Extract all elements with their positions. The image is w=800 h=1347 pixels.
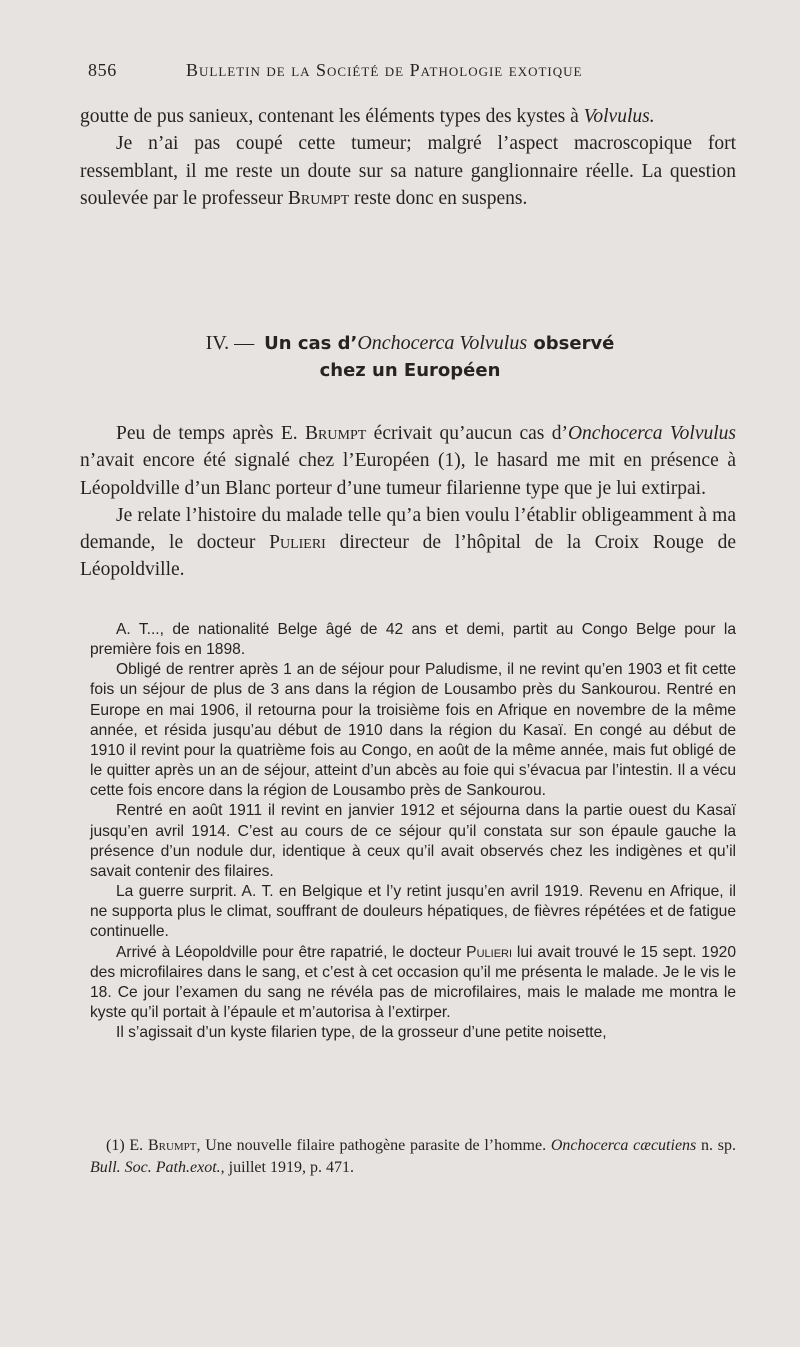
case-history <box>90 620 736 1043</box>
main-text <box>80 420 736 584</box>
case-paragraph-6: Il s’agissait d’un kyste filarien type, de la grosseur d’une petite noisette, <box>116 1024 607 1042</box>
case-paragraph-1: A. T..., de nationalité Belge âgé de 42 ans et demi, partit au Congo Belge pour la première fois en 1898. <box>90 621 736 659</box>
doctor-name: Pulieri <box>269 532 326 554</box>
author-name: Brumpt <box>305 423 367 444</box>
author-name: Brumpt <box>147 1137 197 1154</box>
case-paragraph-3: Rentré en août 1911 il revint en janvier 1912 et séjourna dans la partie ouest du Kasaï jusqu’en avril 1914. C’est au cours de ce séjour qu’il constata sur son épaule gauche la présence d’un nodule dur, identique à ceux qu’il avait observés chez les indigènes et qu’il savait contenir des filaires. <box>90 802 736 880</box>
footnote: (1) E. Brumpt, Une nouvelle filaire pathogène parasite de l’homme. Onchocerca cæcutiens n. sp. Bull. Soc. Path.exot., juillet 1919, p. 471. <box>90 1137 736 1176</box>
section-heading-line-1: IV. — Un cas d’Onchocerca Volvulus observé <box>205 332 615 354</box>
case-paragraph-4: La guerre surprit. A. T. en Belgique et l’y retint jusqu’en avril 1919. Revenu en Afrique, il ne supporta plus le climat, souffrant de douleurs hépatiques, de fièvres répétées et de fatigue continuelle. <box>90 883 736 941</box>
footnote-marker: (1) <box>106 1137 125 1154</box>
intro-paragraph-1: goutte de pus sanieux, contenant les éléments types des kystes à Volvulus. <box>80 106 655 127</box>
main-paragraph-1: Peu de temps après E. Brumpt écrivait qu’aucun cas d’Onchocerca Volvulus n’avait encore été signalé chez l’Européen (1), le hasard me mit en présence à Léopoldville d’un Blanc porteur d’une tumeur filarienne type que je lui extirpai. <box>80 423 736 499</box>
author-name: Brumpt <box>287 187 350 209</box>
case-paragraph-5: Arrivé à Léopoldville pour être rapatrié, le docteur Pulieri lui avait trouvé le 15 sept. 1920 des microfilaires dans le sang, et c’est à cet occasion qu’il me présenta le malade. Je le vis le 18. Ce jour l’examen du sang ne révéla pas de microfilaires, mais le malade me montra le kyste qu’il portait à l’épaule et m’autorisa à l’extirper. <box>90 943 736 1021</box>
case-paragraph-2: Obligé de rentrer après 1 an de séjour pour Paludisme, il ne revint qu’en 1903 et fit cette fois un séjour de plus de 3 ans dans la région de Lousambo près du Sankourou. Rentré en Europe en mai 1906, il retourna pour la troisième fois en Afrique en novembre de la même année, et résida jusqu’au début de 1910 dans la région du Kasaï. En congé au début de 1910 il revint pour la quatrième fois au Congo, en août de la même année, mais fut obligé de le quitter après un an de séjour, atteint d’un abcès au foie qui s’évacua par l’intestin. Il a vécu cette fois encore dans la région de Lousambo près de Sankourou. <box>90 661 736 800</box>
section-heading-line-2: chez un Européen <box>319 360 501 381</box>
intro-text <box>80 103 736 212</box>
running-head <box>88 60 738 86</box>
doctor-name: Pulieri <box>466 943 513 961</box>
main-paragraph-2: Je relate l’histoire du malade telle qu’a bien voulu l’établir obligeamment à ma demande, le docteur Pulieri directeur de l’hôpital de la Croix Rouge de Léopoldville. <box>80 504 736 581</box>
intro-paragraph-2: Je n’ai pas coupé cette tumeur; malgré l’aspect macroscopique fort ressemblant, il me reste un doute sur sa nature ganglionnaire réelle. La question soulevée par le professeur Brumpt reste donc en suspens. <box>80 133 736 209</box>
journal-title: Bulletin de la Société de Pathologie exotique <box>186 60 583 80</box>
section-heading <box>120 330 700 384</box>
page-number: 856 <box>88 60 117 80</box>
